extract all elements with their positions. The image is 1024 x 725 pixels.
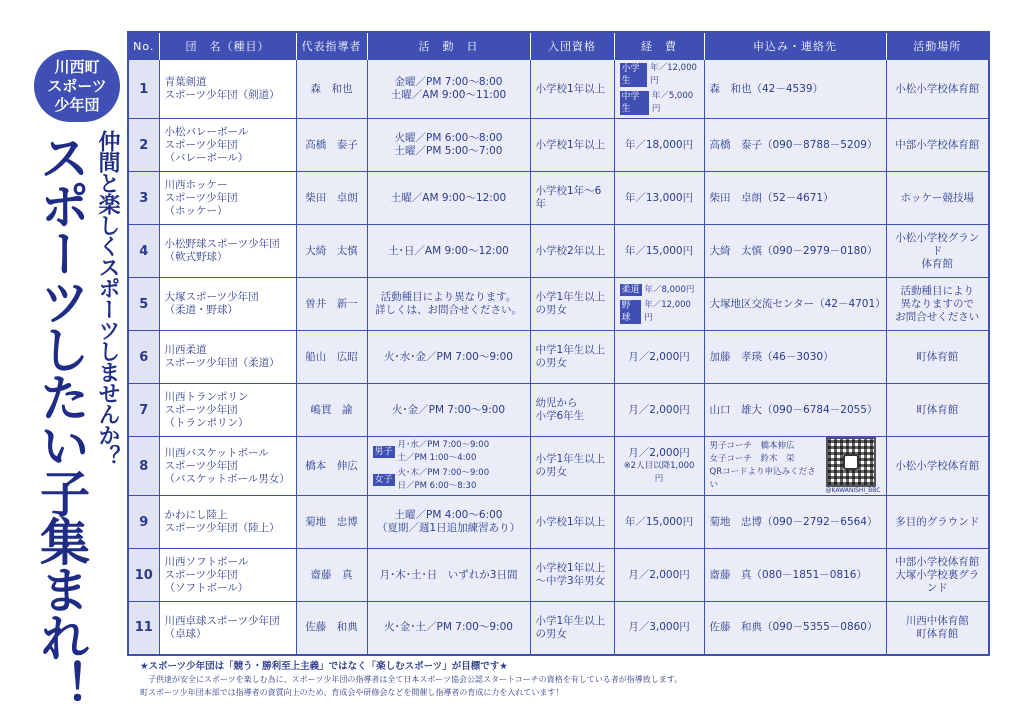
club-name [159,225,296,278]
fee-amount: 年／8,000円 [644,284,695,295]
activity-days [367,549,530,602]
cell-line: 町体育館 [916,403,959,416]
cell-line: 小松小学校グランド [895,231,980,257]
cell-line: 土曜／PM 5:00～7:00 [394,145,503,157]
footer-line-3: 町スポーツ少年団本部では指導者の資質向上のため、育成会や研修会などを開催し指導者の育成に力を入れています！ [140,688,564,697]
cell-line: 川西バスケットボール [164,446,269,459]
cell-line: スポーツ少年団（陸上） [164,522,280,534]
leader: 曽井 新一 [296,278,367,331]
activity-place [886,60,989,119]
cell-line: 男子コーチ 橋本伸広 [709,441,795,451]
cell-line: 火･金／PM 7:00～9:00 [391,403,506,416]
cell-line: 小学校1年以上 [535,562,606,574]
cell-line: 小学1年生以上 [535,614,606,627]
cell-line: スポーツ少年団 [164,459,238,472]
footer-line-2: 子供達が安全にスポーツを楽しむ為に、スポーツ少年団の指導者は全て日本スポーツ協会公認スタートコーチの資格を有している者が指導致します。 [148,675,683,684]
cell-line: 小松バレーボール [164,125,249,138]
cell-line: 年／15,000円 [624,515,694,528]
row-number: 4 [128,225,159,278]
header-cell: 代表指導者 [296,32,367,60]
cell-line: （ソフトボール） [164,581,249,594]
fee-tag: 野球 [620,300,642,324]
cell-line: 月／3,000円 [628,621,690,634]
cell-line: 川西トランポリン [164,390,249,403]
cell-line: 小松小学校体育館 [895,459,980,472]
table-row [128,119,989,172]
footer-line-1: ★スポーツ少年団は「競う・勝利至上主義」ではなく「楽しむスポーツ」が目標です★ [140,661,508,672]
activity-place [886,437,989,496]
cell-line: の男女 [535,627,567,640]
activity-place [886,119,989,172]
cell-line: （ホッケー） [164,204,228,217]
contact: 佐藤 和典（090－5355－0860） [704,602,886,655]
club-name [159,119,296,172]
table-row [128,384,989,437]
qr-code-icon[interactable] [826,437,876,487]
cell-line: 年／13,000円 [624,191,694,204]
cell-line: 月／2,000円 [628,568,690,581]
club-name [159,549,296,602]
cell-line: スポーツ少年団（剣道） [164,89,280,101]
badge-line-3: 少年団 [54,95,100,114]
club-name [159,278,296,331]
contact: 大綺 太慎（090－2979－0180） [704,225,886,278]
cell-line: 小松小学校体育館 [895,82,980,95]
cell-line: 川西ソフトボール [164,555,249,568]
fee [614,278,704,331]
activity-days [367,225,530,278]
cell-line: スポーツ少年団 [164,568,238,581]
cell-line: ホッケー競技場 [900,191,974,204]
row-number: 6 [128,331,159,384]
cell-line: 土曜／AM 9:00～11:00 [390,89,507,101]
cell-line: 月･木･土･日 いずれか3日間 [379,568,518,581]
page-subtitle: 仲間と楽しくスポーツしませんか？ [95,130,120,466]
activity-place [886,225,989,278]
cell-line: QRコードより申込みください [709,467,816,490]
fee [614,437,704,496]
fee-tag: 柔道 [621,285,640,295]
cell-line: 年／18,000円 [624,138,694,151]
leader: 齋藤 真 [296,549,367,602]
cell-line: （夏期／週1日追加練習あり） [376,522,521,534]
cell-line: 小松野球スポーツ少年団 [164,238,280,250]
row-number: 1 [128,60,159,119]
cell-line: 中部小学校体育館 [895,555,980,568]
cell-line: 小学1年生以上 [535,453,606,465]
cell-line: ～中学3年男女 [535,575,606,587]
cell-line: 月／2,000円 [628,350,690,363]
leader: 嶋貫 諭 [296,384,367,437]
qualification [530,496,614,549]
qualification [530,602,614,655]
contact: 森 和也（42－4539） [704,60,886,119]
header-cell: 活 動 日 [367,32,530,60]
cell-line: お問合せください [895,310,980,323]
leader: 柴田 卓朗 [296,172,367,225]
activity-days [367,384,530,437]
contact: 齋藤 真（080－1851－0816） [704,549,886,602]
activity-place [886,384,989,437]
cell-line: （柔道・野球） [164,304,238,316]
cell-line: （卓球） [164,627,207,640]
day-group [373,467,525,493]
day-lines [398,439,490,465]
row-number: 8 [128,437,159,496]
contact-lines [710,440,822,492]
fee-tag: 中学生 [620,91,649,115]
table-row [128,60,989,119]
cell-line: 中学1年生以上 [535,344,606,356]
cell-line: スポーツ少年団 [164,403,238,416]
cell-line: 大塚スポーツ少年団 [164,291,259,303]
activity-place [886,549,989,602]
activity-days [367,602,530,655]
table-row [128,225,989,278]
table-row [128,278,989,331]
activity-days [367,278,530,331]
qualification [530,278,614,331]
contact: 高橋 泰子（090－8788－5209） [704,119,886,172]
activity-place [886,172,989,225]
club-name [159,384,296,437]
footer-notes [140,660,980,699]
contact-with-qr [710,437,881,495]
table-row [128,331,989,384]
row-number: 11 [128,602,159,655]
cell-line: 女子コーチ 鈴木 栄 [709,454,795,464]
fee-item [620,90,699,116]
day-group [373,439,525,465]
town-badge [34,50,120,122]
qr-block [826,437,881,495]
fee [614,172,704,225]
cell-line: 火･木／PM 7:00～9:00 [397,468,490,478]
cell-line: （軟式野球） [164,251,228,263]
header-cell: 団 名（種目） [159,32,296,60]
gender-tag: 女子 [374,475,393,485]
cell-line: 中部小学校体育館 [895,138,980,151]
day-lines [398,467,490,493]
cell-line: 川西柔道 [164,344,207,356]
cell-line: の男女 [535,304,567,316]
activity-days [367,437,530,496]
activity-days [367,331,530,384]
club-table [127,31,990,656]
cell-line: 小学1年生以上 [535,291,606,303]
gender-tag: 男子 [374,447,393,457]
cell-line: 土曜／PM 4:00～6:00 [394,509,503,521]
cell-line: 詳しくは、お問合せください。 [375,304,522,316]
fee [614,225,704,278]
cell-line: の男女 [535,466,567,478]
activity-place [886,278,989,331]
qualification [530,384,614,437]
cell-line: 月／2,000円 [628,403,690,416]
leader: 橋本 伸広 [296,437,367,496]
cell-line: かわにし陸上 [164,509,228,521]
qualification [530,225,614,278]
activity-days [367,172,530,225]
fee-item [620,284,699,297]
leader: 高橋 泰子 [296,119,367,172]
qr-label: @KAWANISHI_BBC [825,487,881,494]
cell-line: 小学校2年以上 [535,244,606,257]
qualification [530,119,614,172]
cell-line: 体育館 [921,257,953,270]
table-row [128,437,989,496]
header-cell: 経 費 [614,32,704,60]
header-cell: 申込み・連絡先 [704,32,886,60]
cell-line: 青葉剣道 [164,76,207,88]
leader: 大綺 太慎 [296,225,367,278]
club-name [159,437,296,496]
cell-line: 川西ホッケー [164,178,228,191]
club-name [159,172,296,225]
cell-line: スポーツ少年団（柔道） [164,357,280,369]
cell-line: 土曜／AM 9:00～12:00 [390,191,507,204]
cell-line: 町体育館 [916,350,959,363]
cell-line: 川西卓球スポーツ少年団 [164,614,280,627]
fee [614,549,704,602]
cell-line: スポーツ少年団 [164,191,238,204]
fee-amount: 年／12,000円 [644,299,691,323]
cell-line: 金曜／PM 7:00～8:00 [394,76,503,88]
table-header-row [128,32,989,60]
leader: 佐藤 和典 [296,602,367,655]
qualification [530,172,614,225]
cell-line: 月･水／PM 7:00～9:00 [397,440,490,450]
fee [614,119,704,172]
fee-amount: 年／5,000円 [651,91,694,114]
cell-line: 町体育館 [916,627,959,640]
table-row [128,172,989,225]
contact: 菊地 忠博（090－2792－6564） [704,496,886,549]
leader: 船山 広昭 [296,331,367,384]
table-row [128,549,989,602]
cell-line: 小学6年生 [535,410,585,422]
cell-line: （バレーボール） [164,151,249,164]
leader: 森 和也 [296,60,367,119]
cell-line: 年／15,000円 [624,244,694,257]
fee [614,384,704,437]
activity-place [886,331,989,384]
cell-line: 小学校1年～6年 [535,185,602,210]
cell-line: （バスケットボール男女） [164,472,290,485]
contact: 山口 雄大（090－6784－2055） [704,384,886,437]
cell-line: 小学校1年以上 [535,138,606,151]
fee-item [620,62,699,88]
contact: 大塚地区交流センター（42－4701） [704,278,886,331]
fee [614,331,704,384]
row-number: 7 [128,384,159,437]
qualification [530,549,614,602]
cell-line: の男女 [535,357,567,369]
cell-line: 火･水･金／PM 7:00～9:00 [384,350,513,363]
club-name [159,331,296,384]
club-name [159,60,296,119]
fee [614,602,704,655]
cell-line: 土･日／AM 9:00～12:00 [388,244,509,257]
table-row [128,496,989,549]
activity-days [367,119,530,172]
cell-line: 異なりますので [900,297,974,310]
cell-line: 火曜／PM 6:00～8:00 [394,132,503,144]
cell-line: 活動種目により [900,284,974,297]
cell-line: 小学校1年以上 [535,515,606,528]
qualification [530,437,614,496]
row-number: 10 [128,549,159,602]
contact: 加藤 孝瑛（46－3030） [704,331,886,384]
cell-line: 土／PM 1:00～4:00 [397,453,477,463]
cell-line: 小学校1年以上 [535,82,606,95]
row-number: 2 [128,119,159,172]
fee-note: ※2人目以降1,000円 [623,460,695,484]
header-cell: 活動場所 [886,32,989,60]
table-body [128,60,989,655]
page-title: スポーツしたい子集まれ！ [32,132,90,708]
activity-days [367,60,530,119]
club-name [159,496,296,549]
row-number: 3 [128,172,159,225]
fee [614,60,704,119]
fee-item [620,299,699,325]
cell-line: 多目的グラウンド [895,515,980,528]
activity-days [367,496,530,549]
row-number: 5 [128,278,159,331]
cell-line: 川西中体育館 [905,614,969,627]
fee-amount: 年／12,000円 [650,63,697,86]
fee-tag: 小学生 [620,63,648,87]
cell-line: スポーツ少年団 [164,138,238,151]
contact: 柴田 卓朗（52－4671） [704,172,886,225]
cell-line: 火･金･土／PM 7:00～9:00 [384,621,513,634]
header-cell: 入団資格 [530,32,614,60]
cell-line: 日／PM 6:00～8:30 [397,481,477,491]
qualification [530,60,614,119]
cell-line: （トランポリン） [164,416,249,429]
club-name [159,602,296,655]
cell-line: 幼児から [535,397,578,409]
badge-line-2: スポーツ [47,76,107,95]
badge-line-1: 川西町 [54,57,100,76]
table-row [128,602,989,655]
cell-line: 大塚小学校裏グランド [895,568,980,594]
header-cell: No. [128,32,159,60]
fee [614,496,704,549]
contact [704,437,886,496]
qualification [530,331,614,384]
activity-place [886,602,989,655]
cell-line: 活動種目により異なります。 [380,291,517,303]
row-number: 9 [128,496,159,549]
activity-place [886,496,989,549]
leader: 菊地 忠博 [296,496,367,549]
cell-line: 月／2,000円 [628,446,690,459]
